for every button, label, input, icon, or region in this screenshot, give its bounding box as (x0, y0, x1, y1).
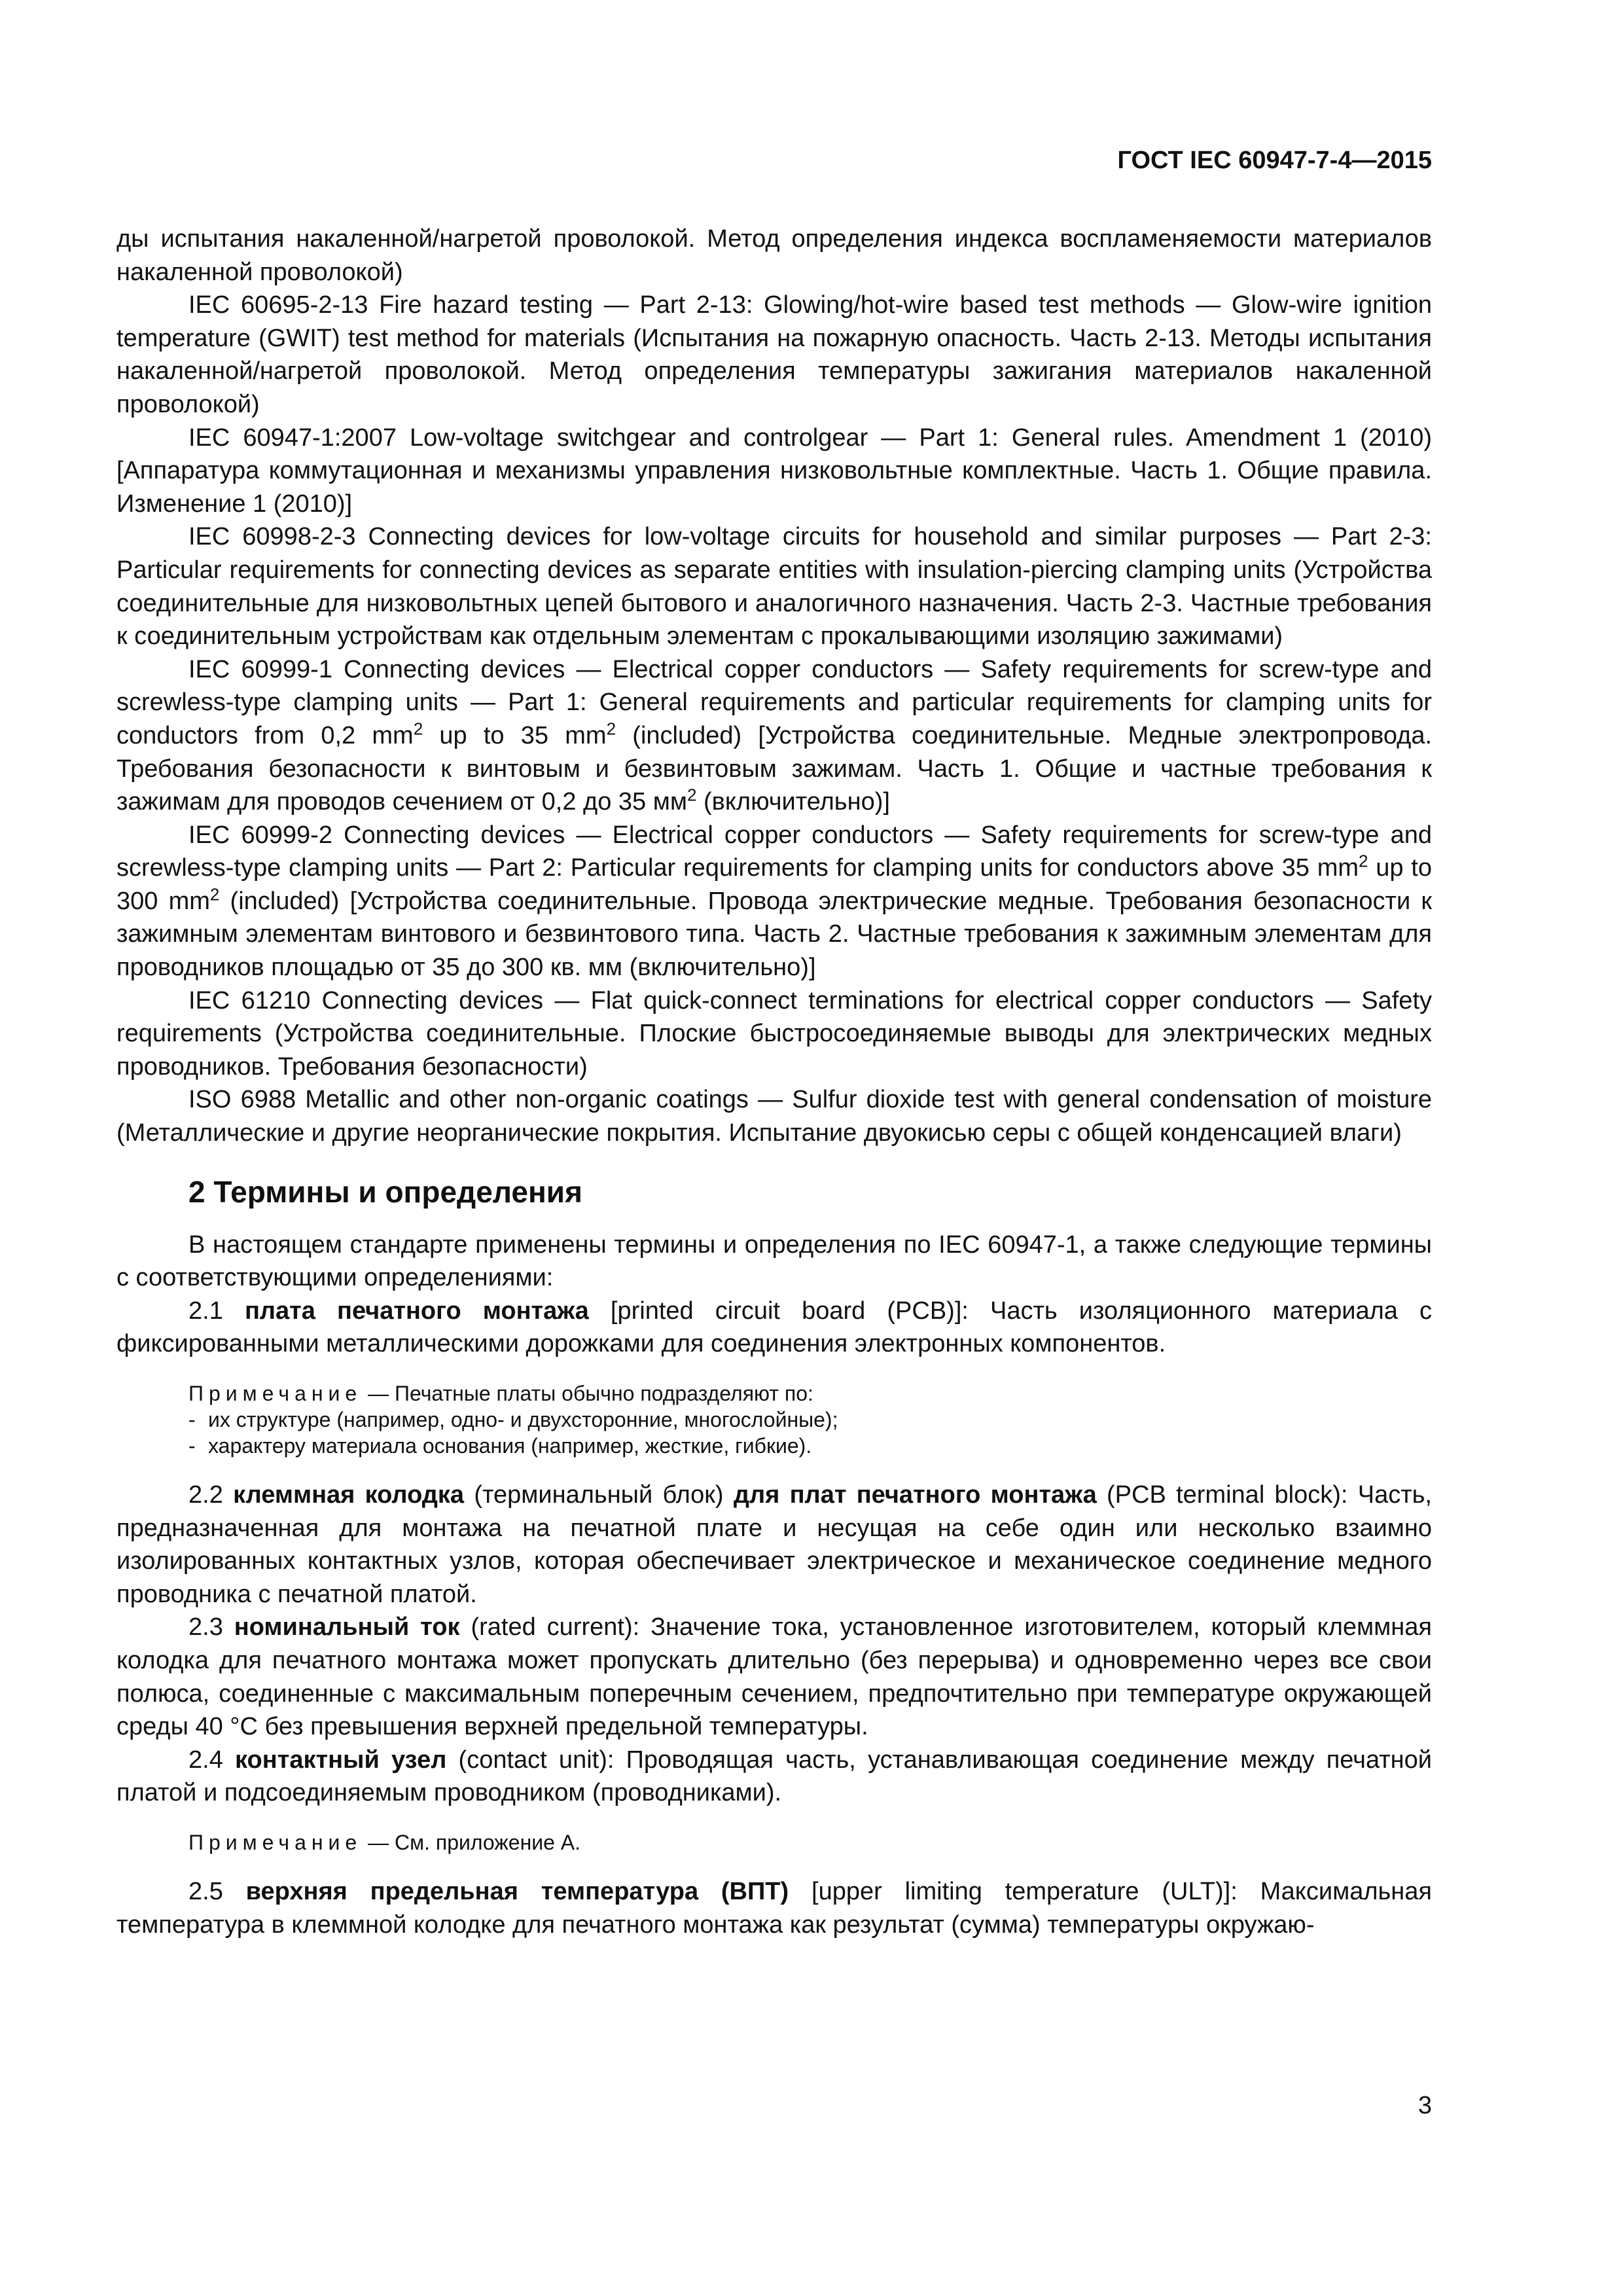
term-2-1: 2.1 плата печатного монтажа [printed circuit board (PCB)]: Часть изоляционного материала с фиксированными металлическими дорожками для соединения электронных компонентов. (116, 1297, 1432, 1358)
reference-continuation: ды испытания накаленной/нагретой проволокой. Метод определения индекса воспламеняемости материалов накаленной проволокой) (116, 225, 1432, 286)
reference-iec-60695-2-13: IEC 60695-2-13 Fire hazard testing — Part 2-13: Glowing/hot-wire based test methods — Glow-wire ignition temperature (GWIT) test method for materials (Испытания на пожарную опасность. Часть 2-13. Методы испытания накаленной/нагретой проволокой. Метод определения температуры зажигания материалов накаленной проволокой) (116, 291, 1432, 418)
section-heading: 2 Термины и определения (188, 1174, 582, 1209)
term-2-3: 2.3 номинальный ток (rated current): Значение тока, установленное изготовителем, который клеммная колодка для печатного монтажа может пропускать длительно (без перерыва) и одновременно через все свои полюса, соединенные с максимальным поперечным сечением, предпочтительно при температуре окружающей среды 40 °С без превышения верхней предельной температуры. (116, 1613, 1432, 1741)
term-2-5: 2.5 верхняя предельная температура (ВПТ) [upper limiting temperature (ULT)]: Максимальная температура в клеммной колодке для печатного монтажа как результат (сумма) температуры окружаю- (116, 1877, 1432, 1939)
page-number: 3 (1418, 2092, 1432, 2119)
reference-iec-61210: IEC 61210 Connecting devices — Flat quick-connect terminations for electrical copper conductors — Safety requirements (Устройства соединительные. Плоские быстросоединяемые выводы для электрических медных проводников. Требования безопасности) (116, 986, 1432, 1081)
reference-iec-60998-2-3: IEC 60998-2-3 Connecting devices for low-voltage circuits for household and similar purposes — Part 2-3: Particular requirements for connecting devices as separate entities with insulation-piercing clamping units (Устройства соединительные для низковольтных цепей бытового и аналогичного назначения. Часть 2-3. Частные требования к соединительным устройствам как отдельным элементам с прокалывающими изоляцию зажимами) (116, 523, 1432, 651)
note-annex-a: Примечание — См. приложение А. (188, 1830, 581, 1854)
document-header: ГОСТ IEC 60947-7-4—2015 (1117, 147, 1432, 174)
reference-iec-60999-2: IEC 60999-2 Connecting devices — Electrical copper conductors — Safety requirements for screw-type and screwless-type clamping units — Part 2: Particular requirements for clamping units for conductors above 35 $mm^2$ up to 300 $mm^2$ (included) [Устройства соединительные. Провода электрические медные. Требования безопасности к зажимным элементам винтового и безвинтового типа. Часть 2. Частные требования к зажимным элементам для проводников площадью от 35 до 300 кв. мм (включительно)] (116, 821, 1433, 982)
list-item: - характеру материала основания (например, жесткие, гибкие). (188, 1433, 1432, 1459)
page-content (116, 223, 1432, 1941)
reference-iec-60999-1: IEC 60999-1 Connecting devices — Electrical copper conductors — Safety requirements for screw-type and screwless-type clamping units — Part 1: General requirements and particular requirements for clamping units for conductors from 0,2 $mm^2$ up to 35 $mm^2$ (included) [Устройства соединительные. Медные электропровода. Требования безопасности к винтовым и безвинтовым зажимам. Часть 1. Общие и частные требования к зажимам для проводов сечением от 0,2 до 35 $мм^2$ (включительно)] (116, 655, 1433, 816)
list-item: - их структуре (например, одно- и двухсторонние, многослойные); (188, 1407, 1432, 1433)
term-2-4: 2.4 контактный узел (contact unit): Проводящая часть, устанавливающая соединение между печатной платой и подсоединяемым проводником (проводниками). (116, 1746, 1432, 1807)
section-intro: В настоящем стандарте применены термины и определения по IEC 60947-1, а также следующие термины с соответствующими определениями: (116, 1230, 1432, 1292)
note-pcb-types: Примечание — Печатные платы обычно подразделяют по: - их структуре (например, одно- и двухсторонние, многослойные); - характеру материала основания (например, жесткие, гибкие). (188, 1380, 1432, 1459)
reference-iso-6988: ISO 6988 Metallic and other non-organic coatings — Sulfur dioxide test with general condensation of moisture (Металлические и другие неорганические покрытия. Испытание двуокисью серы с общей конденсацией влаги) (116, 1086, 1432, 1147)
reference-iec-60947-1: IEC 60947-1:2007 Low-voltage switchgear and controlgear — Part 1: General rules. Amendment 1 (2010) [Аппаратура коммутационная и механизмы управления низковольтные комплектные. Часть 1. Общие правила. Изменение 1 (2010)] (116, 423, 1432, 518)
term-2-2: 2.2 клеммная колодка (терминальный блок) для плат печатного монтажа (PCB terminal block): Часть, предназначенная для монтажа на печатной плате и несущая на себе один или несколько взаимно изолированных контактных узлов, которая обеспечивает электрическое и механическое соединение медного проводника с печатной платой. (116, 1481, 1432, 1608)
